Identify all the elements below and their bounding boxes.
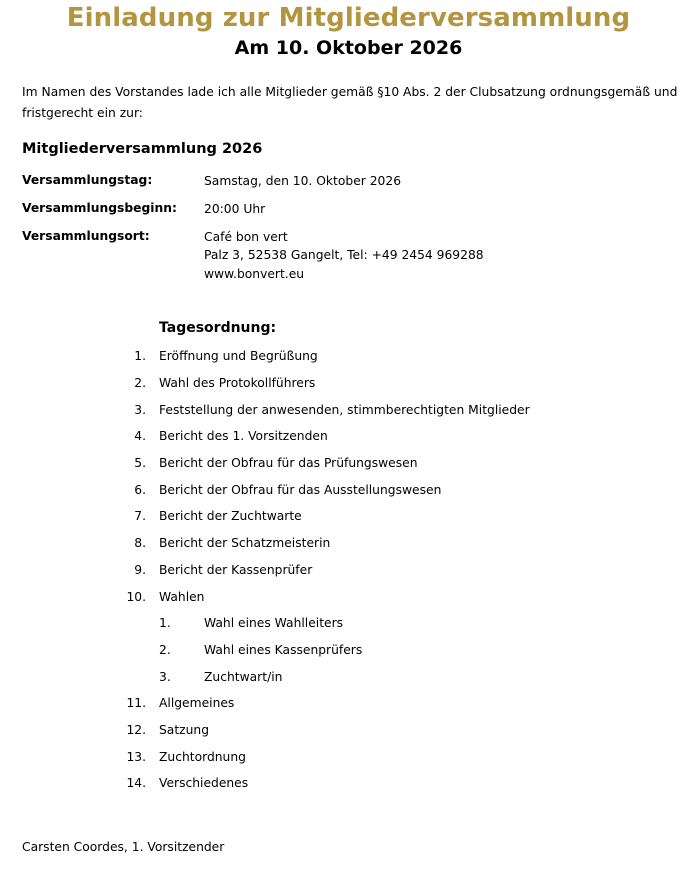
agenda-item-number: 3. — [134, 403, 146, 417]
agenda-item-number: 11. — [126, 696, 146, 710]
start-value: 20:00 Uhr — [204, 202, 266, 216]
date-value: Samstag, den 10. Oktober 2026 — [204, 174, 402, 188]
agenda-item-number: 14. — [126, 776, 146, 790]
agenda-item-number: 8. — [134, 536, 146, 550]
agenda-item: Bericht der Zuchtwarte — [159, 509, 302, 523]
location-address: Palz 3, 52538 Gangelt, Tel: +49 2454 969288 — [204, 248, 484, 262]
agenda-item: Eröffnung und Begrüßung — [159, 349, 318, 363]
agenda-subitem-number: 2. — [159, 643, 171, 657]
agenda-item: Zuchtordnung — [159, 750, 246, 764]
agenda-item: Feststellung der anwesenden, stimmberechtigten Mitglieder — [159, 403, 530, 417]
signature-line: Carsten Coordes, 1. Vorsitzender — [22, 840, 225, 854]
meeting-heading: Mitgliederversammlung 2026 — [22, 141, 263, 157]
agenda-item-number: 5. — [134, 456, 146, 470]
location-name: Café bon vert — [204, 230, 288, 244]
agenda-subitem-number: 1. — [159, 616, 171, 630]
location-website: www.bonvert.eu — [204, 267, 305, 281]
start-label: Versammlungsbeginn: — [22, 201, 177, 215]
agenda-title: Tagesordnung: — [159, 320, 277, 336]
agenda-item: Bericht der Kassenprüfer — [159, 563, 313, 577]
agenda-item-number: 1. — [134, 349, 146, 363]
agenda-item: Wahlen — [159, 590, 205, 604]
agenda-item-number: 2. — [134, 376, 146, 390]
agenda-subitem: Wahl eines Wahlleiters — [204, 616, 344, 630]
agenda-item-number: 4. — [134, 429, 146, 443]
document-subtitle: Am 10. Oktober 2026 — [234, 37, 463, 59]
date-label: Versammlungstag: — [22, 173, 153, 187]
agenda-item: Bericht der Obfrau für das Ausstellungswesen — [159, 483, 442, 497]
agenda-item: Verschiedenes — [159, 776, 249, 790]
intro-paragraph: Im Namen des Vorstandes lade ich alle Mitglieder gemäß §10 Abs. 2 der Clubsatzung ordnungsgemäß und fristgerecht ein zur: — [22, 85, 678, 120]
agenda-item: Bericht der Obfrau für das Prüfungswesen — [159, 456, 418, 470]
agenda-item-number: 7. — [134, 509, 146, 523]
agenda-item: Bericht des 1. Vorsitzenden — [159, 429, 328, 443]
agenda-item-number: 10. — [126, 590, 146, 604]
agenda-item: Wahl des Protokollführers — [159, 376, 316, 390]
agenda-item-number: 12. — [126, 723, 146, 737]
agenda-subitem: Zuchtwart/in — [204, 670, 283, 684]
document-title: Einladung zur Mitgliederversammlung — [66, 3, 631, 33]
agenda-item: Allgemeines — [159, 696, 235, 710]
agenda-item-number: 6. — [134, 483, 146, 497]
agenda-subitem-number: 3. — [159, 670, 171, 684]
agenda-item: Bericht der Schatzmeisterin — [159, 536, 331, 550]
agenda-item-number: 13. — [126, 750, 146, 764]
location-label: Versammlungsort: — [22, 229, 150, 243]
agenda-item-number: 9. — [134, 563, 146, 577]
agenda-subitem: Wahl eines Kassenprüfers — [204, 643, 363, 657]
agenda-item: Satzung — [159, 723, 210, 737]
